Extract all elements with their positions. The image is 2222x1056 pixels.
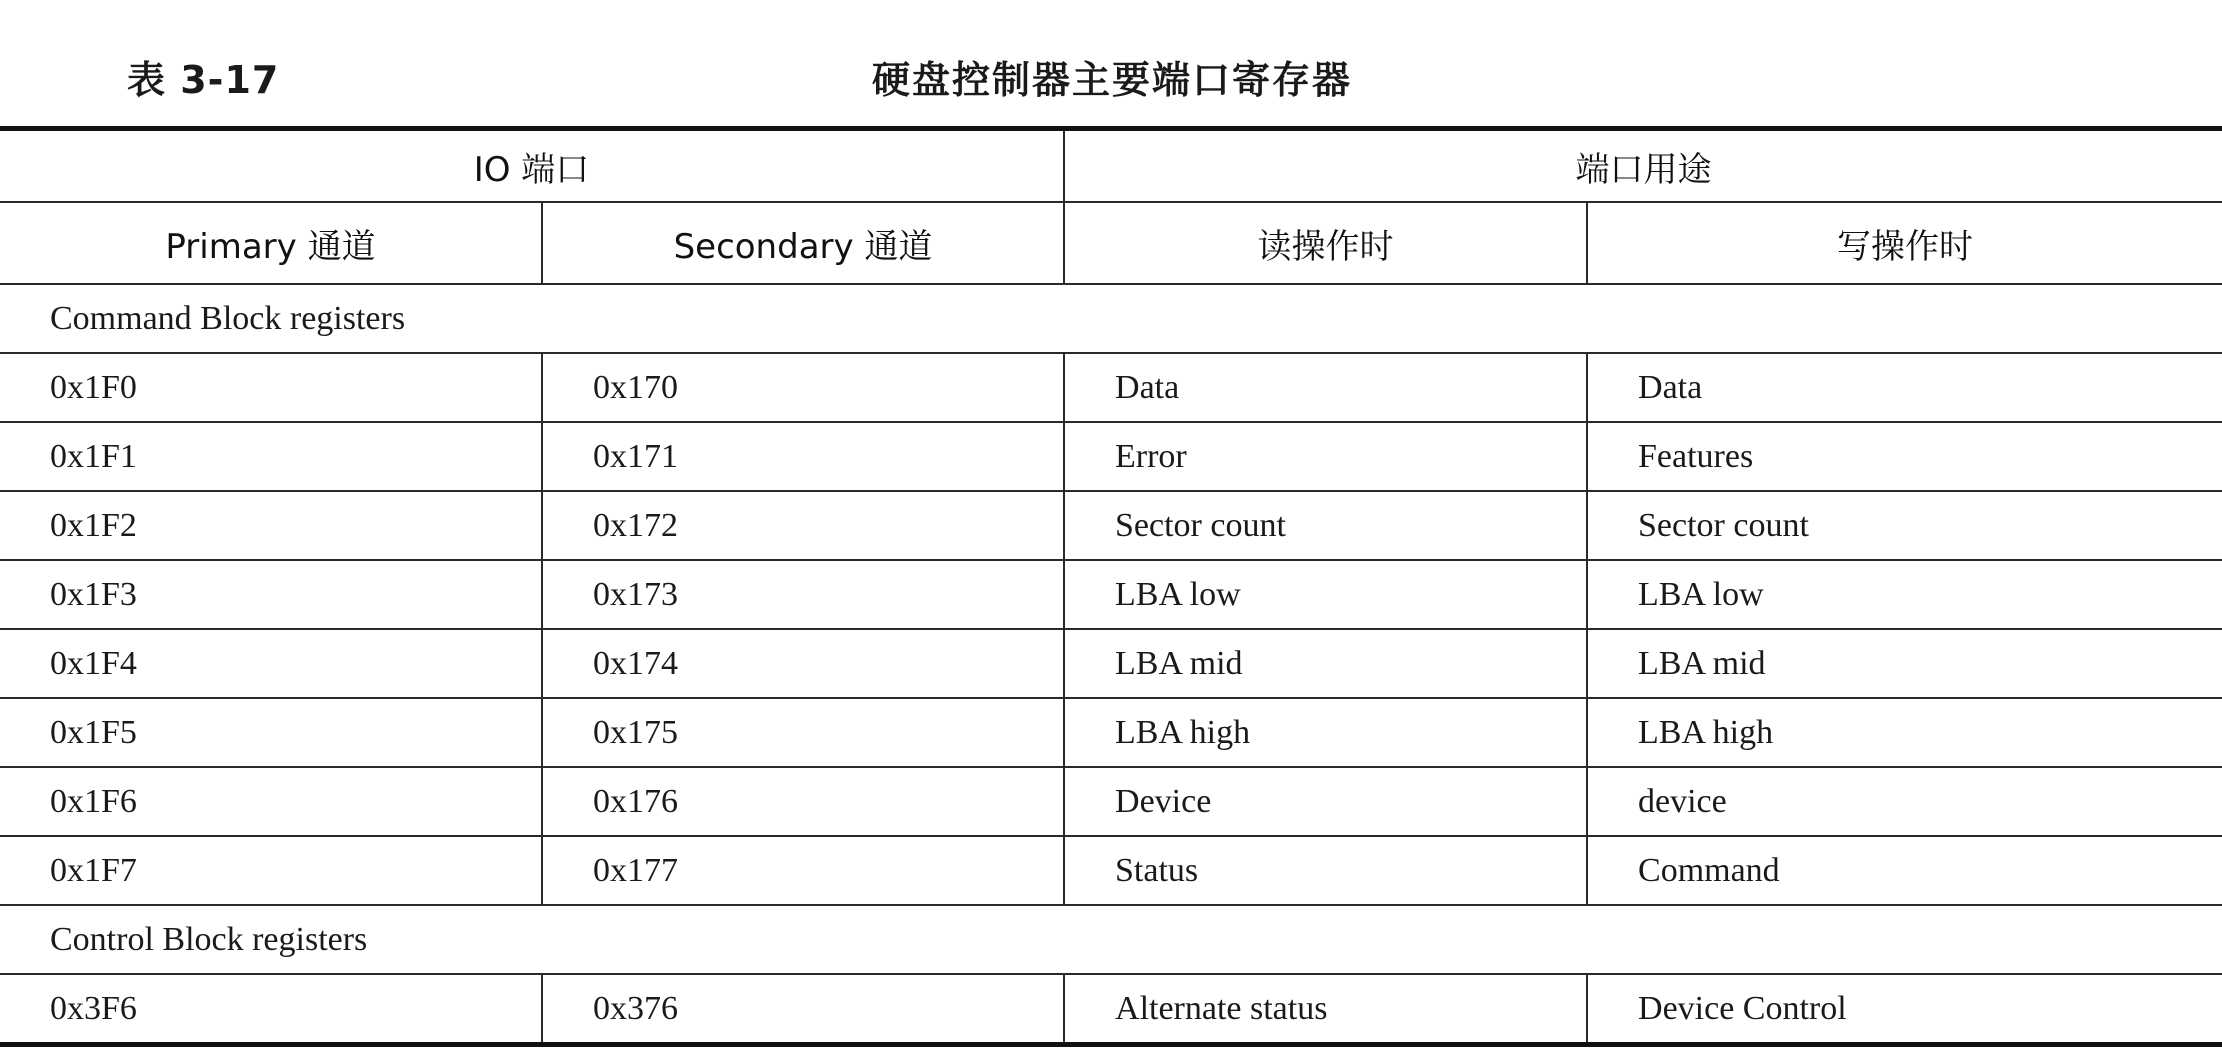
section-title: Control Block registers <box>0 905 2222 974</box>
table-caption <box>0 50 2222 110</box>
secondary-port-cell: 0x376 <box>542 974 1064 1045</box>
table-row <box>0 422 2222 491</box>
header-secondary-channel: Secondary 通道 <box>542 202 1064 284</box>
read-usage-cell: LBA high <box>1064 698 1587 767</box>
primary-port-cell: 0x1F0 <box>0 353 542 422</box>
write-usage-cell: LBA low <box>1587 560 2222 629</box>
group-header-row <box>0 129 2222 203</box>
table-title: 硬盘控制器主要端口寄存器 <box>872 58 1353 102</box>
header-port-usage: 端口用途 <box>1064 129 2222 203</box>
write-usage-cell: Features <box>1587 422 2222 491</box>
table-row <box>0 974 2222 1045</box>
primary-port-cell: 0x1F2 <box>0 491 542 560</box>
primary-port-cell: 0x1F6 <box>0 767 542 836</box>
register-table-container <box>0 126 2222 1047</box>
table-row <box>0 836 2222 905</box>
read-usage-cell: Alternate status <box>1064 974 1587 1045</box>
table-row <box>0 491 2222 560</box>
sub-header-row <box>0 202 2222 284</box>
section-row <box>0 905 2222 974</box>
secondary-port-cell: 0x175 <box>542 698 1064 767</box>
table-row <box>0 353 2222 422</box>
primary-port-cell: 0x1F3 <box>0 560 542 629</box>
table-row <box>0 629 2222 698</box>
header-io-port: IO 端口 <box>0 129 1064 203</box>
register-table <box>0 126 2222 1047</box>
read-usage-cell: LBA low <box>1064 560 1587 629</box>
primary-port-cell: 0x3F6 <box>0 974 542 1045</box>
table-row <box>0 560 2222 629</box>
read-usage-cell: Sector count <box>1064 491 1587 560</box>
section-title: Command Block registers <box>0 284 2222 353</box>
secondary-port-cell: 0x172 <box>542 491 1064 560</box>
write-usage-cell: LBA high <box>1587 698 2222 767</box>
secondary-port-cell: 0x173 <box>542 560 1064 629</box>
secondary-port-cell: 0x171 <box>542 422 1064 491</box>
secondary-port-cell: 0x176 <box>542 767 1064 836</box>
secondary-port-cell: 0x174 <box>542 629 1064 698</box>
secondary-port-cell: 0x177 <box>542 836 1064 905</box>
table-number: 表 3-17 <box>127 58 280 102</box>
header-primary-channel: Primary 通道 <box>0 202 542 284</box>
write-usage-cell: Device Control <box>1587 974 2222 1045</box>
secondary-port-cell: 0x170 <box>542 353 1064 422</box>
header-read-operation: 读操作时 <box>1064 202 1587 284</box>
write-usage-cell: Command <box>1587 836 2222 905</box>
primary-port-cell: 0x1F1 <box>0 422 542 491</box>
read-usage-cell: Device <box>1064 767 1587 836</box>
read-usage-cell: Error <box>1064 422 1587 491</box>
write-usage-cell: Sector count <box>1587 491 2222 560</box>
header-write-operation: 写操作时 <box>1587 202 2222 284</box>
read-usage-cell: Data <box>1064 353 1587 422</box>
table-row <box>0 767 2222 836</box>
primary-port-cell: 0x1F4 <box>0 629 542 698</box>
table-row <box>0 698 2222 767</box>
read-usage-cell: LBA mid <box>1064 629 1587 698</box>
section-row <box>0 284 2222 353</box>
read-usage-cell: Status <box>1064 836 1587 905</box>
write-usage-cell: Data <box>1587 353 2222 422</box>
write-usage-cell: LBA mid <box>1587 629 2222 698</box>
write-usage-cell: device <box>1587 767 2222 836</box>
primary-port-cell: 0x1F7 <box>0 836 542 905</box>
primary-port-cell: 0x1F5 <box>0 698 542 767</box>
